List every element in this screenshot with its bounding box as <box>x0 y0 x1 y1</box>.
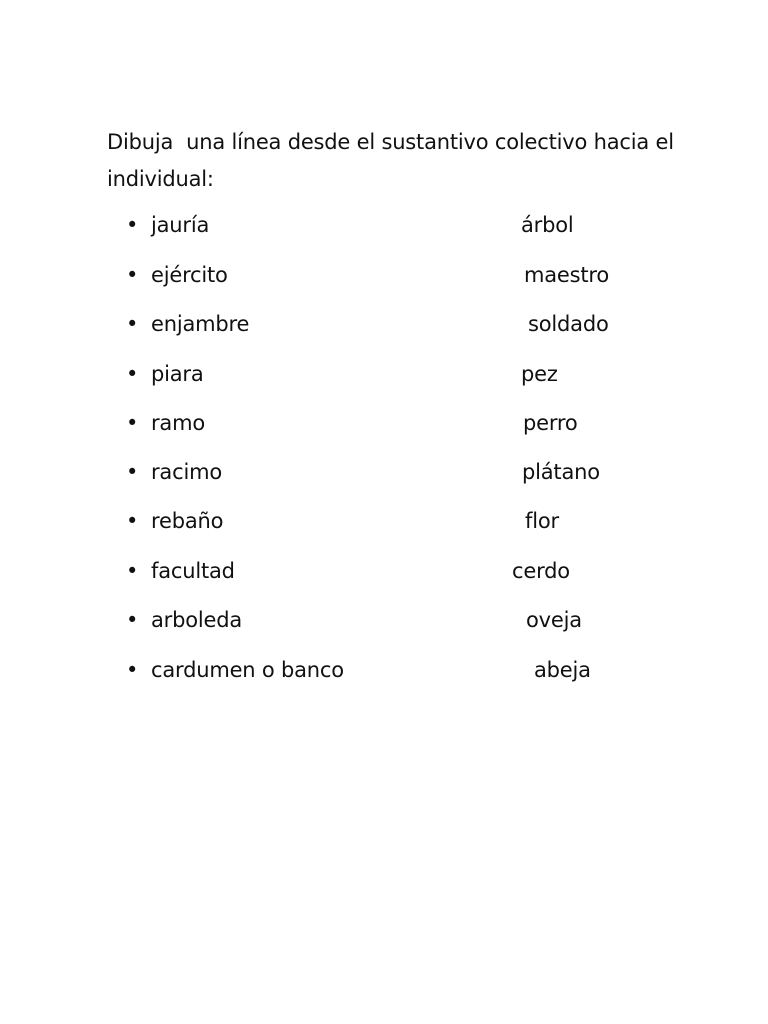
list-item <box>0 655 768 685</box>
individual-noun: oveja <box>526 608 582 632</box>
collective-noun: rebaño <box>151 509 224 533</box>
individual-noun: abeja <box>534 658 591 682</box>
list-item <box>0 457 768 487</box>
bullet-icon: • <box>126 362 139 386</box>
instruction-text: Dibuja una línea desde el sustantivo colectivo hacia el individual: <box>107 130 681 191</box>
individual-noun: plátano <box>522 460 600 484</box>
list-item <box>0 210 768 240</box>
collective-noun: arboleda <box>151 608 243 632</box>
individual-noun: maestro <box>524 263 610 287</box>
collective-noun: jauría <box>151 213 210 237</box>
individual-noun: árbol <box>521 213 574 237</box>
list-item <box>0 506 768 536</box>
list-item <box>0 408 768 438</box>
individual-noun: flor <box>525 509 559 533</box>
collective-noun: facultad <box>151 559 235 583</box>
bullet-icon: • <box>126 559 139 583</box>
individual-noun: cerdo <box>512 559 570 583</box>
collective-noun: ramo <box>151 411 206 435</box>
collective-noun: ejército <box>151 263 228 287</box>
bullet-icon: • <box>126 263 139 287</box>
collective-noun: enjambre <box>151 312 250 336</box>
bullet-icon: • <box>126 608 139 632</box>
bullet-icon: • <box>126 312 139 336</box>
bullet-icon: • <box>126 658 139 682</box>
individual-noun: perro <box>523 411 578 435</box>
list-item <box>0 260 768 290</box>
individual-noun: pez <box>521 362 558 386</box>
list-item <box>0 309 768 339</box>
collective-noun: piara <box>151 362 204 386</box>
collective-noun: racimo <box>151 460 222 484</box>
bullet-icon: • <box>126 411 139 435</box>
list-item <box>0 605 768 635</box>
list-item <box>0 556 768 586</box>
bullet-icon: • <box>126 213 139 237</box>
bullet-icon: • <box>126 509 139 533</box>
collective-noun: cardumen o banco <box>151 658 344 682</box>
bullet-icon: • <box>126 460 139 484</box>
list-item <box>0 359 768 389</box>
individual-noun: soldado <box>528 312 609 336</box>
